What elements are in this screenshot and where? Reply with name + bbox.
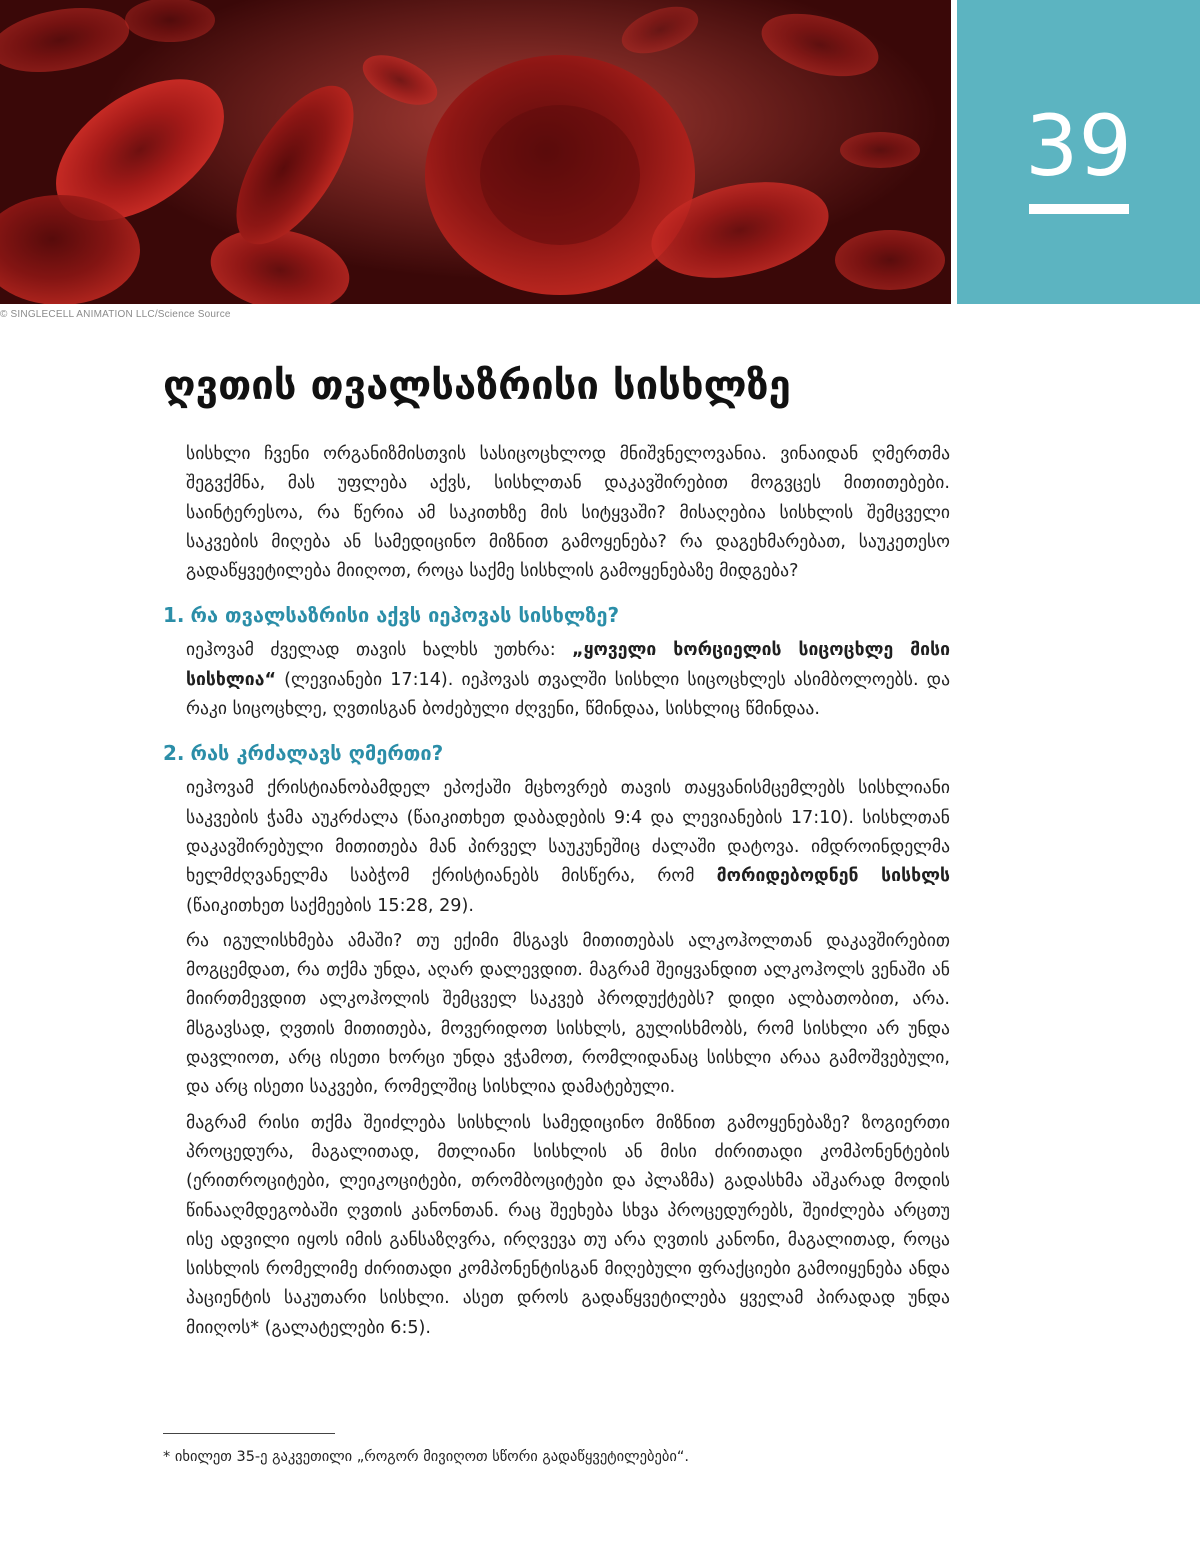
lesson-body	[163, 440, 950, 1343]
section-1-question	[163, 600, 950, 630]
section-1-text-before: იეჰოვამ ძველად თავის ხალხს უთხრა:	[186, 640, 573, 661]
section-2-question	[163, 738, 950, 768]
footnote-divider	[163, 1433, 335, 1434]
section-2-paragraph-1	[186, 774, 950, 920]
lesson-number: 39	[1025, 97, 1132, 195]
photo-credit: © SINGLECELL ANIMATION LLC/Science Source	[0, 309, 231, 320]
section-2-text-before: იეჰოვამ ქრისტიანობამდელ ეპოქაში მცხოვრებ თავის თაყვანისმცემლებს სისხლიანი საკვების ჭამა აუკრძალა (წაიკითხეთ დაბადების 9:4 და ლევიანების 17:10). სისხლთან დაკავშირებული მითითება მან პირველ საუკუნეშიც ძალაში დატოვა. იმდროინდელმა ხელმძღვანელმა საბჭომ ქრისტიანებს მისწერა, რომ	[186, 778, 950, 887]
hero-image	[0, 0, 951, 304]
section-2-paragraph-3: მაგრამ რისი თქმა შეიძლება სისხლის სამედიცინო მიზნით გამოყენებაზე? ზოგიერთი პროცედურა, მაგალითად, მთლიანი სისხლის ან მისი ძირითადი კომპონენტების (ერითროციტები, ლეიკოციტები, თრომბოციტები და პლაზმა) გადასხმა აშკარად მოდის წინააღმდეგობაში ღვთის კანონთან. რაც შეეხება სხვა პროცედურებს, შეიძლება არცთუ ისე ადვილი იყოს იმის განსაზღვრა, ირღვევა თუ არა ღვთის კანონი, მაგალითად, როცა სისხლის რომელიმე ძირითადი კომპონენტისგან მიღებული ფრაქციები გამოიყენება ანდა პაციენტის საკუთარი სისხლი. ასეთ დროს გადაწყვეტილება ყველამ პირადად უნდა მიიღოს* (გალატელები 6:5).	[186, 1112, 950, 1338]
section-1-scripture-quote: „ყოველი ხორციელის სიცოცხლე მისი სისხლია“	[186, 640, 950, 690]
footnote: * იხილეთ 35-ე გაკვეთილი „როგორ მივიღოთ სწორი გადაწყვეტილებები“.	[163, 1449, 689, 1465]
section-1-paragraph	[186, 636, 950, 724]
page-title: ღვთის თვალსაზრისი სისხლზე	[163, 363, 791, 409]
intro-paragraph: სისხლი ჩვენი ორგანიზმისთვის სასიცოცხლოდ მნიშვნელოვანია. ვინაიდან ღმერთმა შეგვქმნა, მას უფლება აქვს, სისხლთან დაკავშირებით მოგვცეს მითითებები. საინტერესოა, რა წერია ამ საკითხზე მის სიტყვაში? მისაღებია სისხლის შემცველი საკვების მიღება ან სამედიცინო მიზნით გამოყენება? რა დაგეხმარებათ, საუკეთესო გადაწყვეტილება მიიღოთ, როცა საქმე სისხლის გამოყენებაზე მიდგება?	[186, 444, 950, 582]
section-1-question-text: რა თვალსაზრისი აქვს იეჰოვას სისხლზე?	[190, 603, 620, 628]
section-2-paragraph-2: რა იგულისხმება ამაში? თუ ექიმი მსგავს მითითებას ალკოჰოლთან დაკავშირებით მოგცემდათ, რა თქმა უნდა, აღარ დალევდით. მაგრამ შეიყვანდით ალკოჰოლს ვენაში ან მიირთმევდით ალკოჰოლის შემცველ საკვებ პროდუქტებს? დიდი ალბათობით, არა. მსგავსად, ღვთის მითითება, მოვერიდოთ სისხლს, გულისხმობს, რომ სისხლი არ უნდა დავლიოთ, არც ისეთი ხორცი უნდა ვჭამოთ, რომლიდანაც სისხლი არაა გამოშვებული, და არც ისეთი საკვები, რომელშიც სისხლია დამატებული.	[186, 930, 950, 1098]
lesson-number-panel	[957, 0, 1200, 304]
section-1-number: 1.	[163, 603, 185, 628]
lesson-number-underline	[1029, 204, 1129, 214]
blood-cells-illustration	[0, 0, 951, 304]
section-1-text-after: (ლევიანები 17:14). იეჰოვას თვალში სისხლი სიცოცხლეს ასიმბოლოებს. და რაკი სიცოცხლე, ღვთისგან ბოძებული ძღვენი, წმინდაა, სისხლიც წმინდაა.	[186, 669, 950, 720]
section-2-emphasis: მორიდებოდნენ სისხლს	[716, 866, 950, 887]
section-2-text-after: (წაიკითხეთ საქმეების 15:28, 29).	[186, 895, 474, 916]
section-2-question-text: რას კრძალავს ღმერთი?	[190, 741, 444, 766]
section-2-number: 2.	[163, 741, 185, 766]
